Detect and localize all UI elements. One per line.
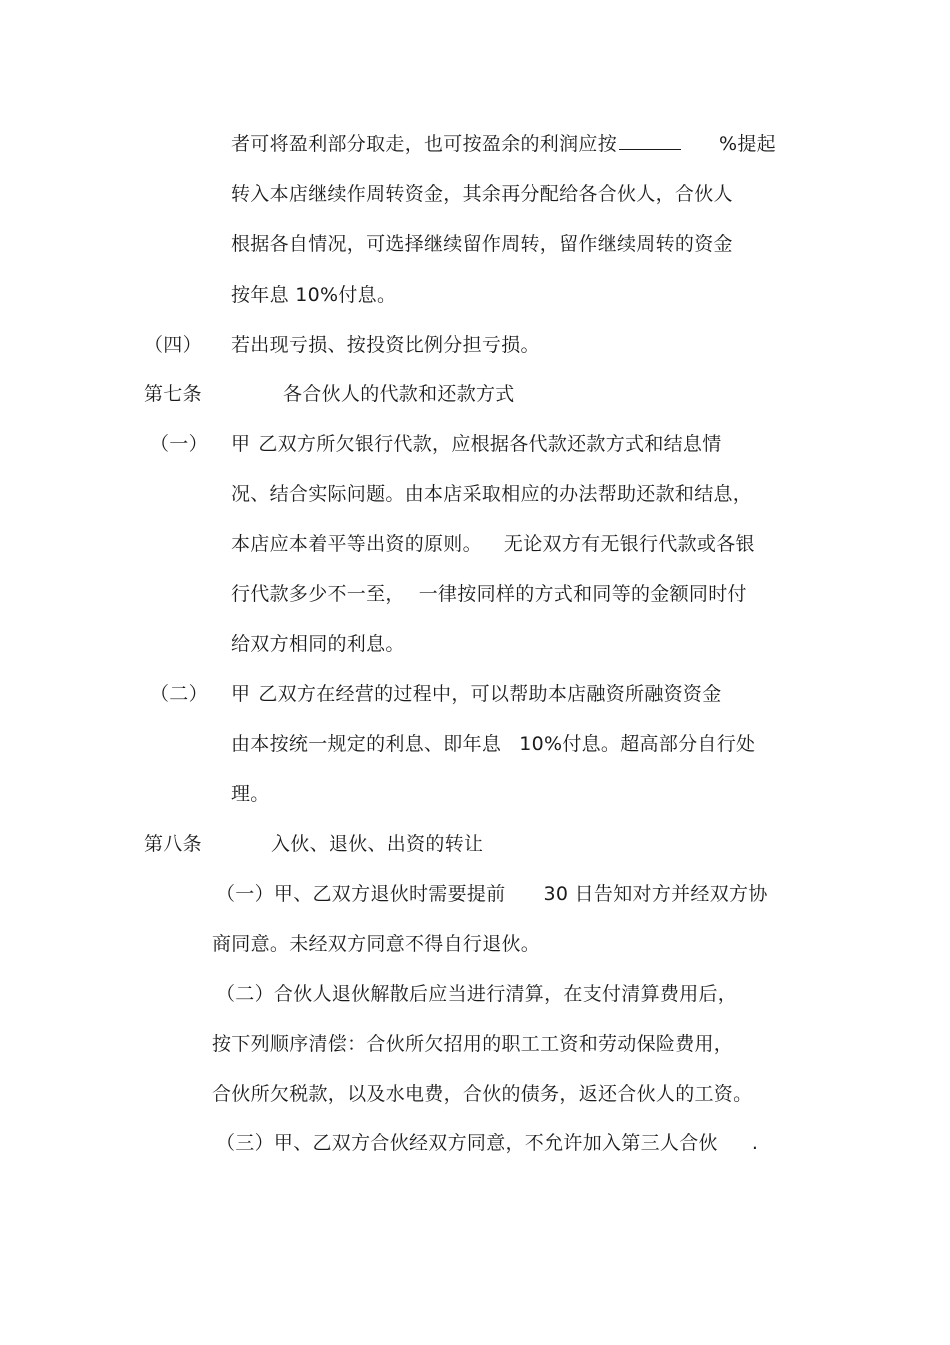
text: 10%付息。超高部分自行处 bbox=[519, 733, 756, 755]
article-number bbox=[144, 832, 202, 856]
article-8-number: 第八条 bbox=[144, 833, 202, 855]
paragraph-line bbox=[231, 732, 755, 756]
item-number: （一） bbox=[150, 433, 208, 455]
paragraph-line bbox=[231, 182, 733, 206]
article-title bbox=[271, 832, 483, 856]
text: 甲 bbox=[231, 433, 251, 455]
fill-in-blank bbox=[619, 133, 681, 150]
paragraph-line bbox=[216, 882, 768, 906]
text: 商同意。未经双方同意不得自行退伙。 bbox=[212, 933, 541, 955]
text: 按下列顺序清偿：合伙所欠招用的职工工资和劳动保险费用， bbox=[212, 1033, 734, 1055]
text: 乙双方在经营的过程中，可以帮助本店融资所融资资金 bbox=[258, 683, 722, 705]
paragraph-line bbox=[212, 1032, 733, 1056]
paragraph-line bbox=[231, 532, 755, 556]
text: %提起 bbox=[719, 133, 776, 155]
text: . bbox=[751, 1132, 759, 1154]
text: 由本按统一规定的利息、即年息 bbox=[231, 733, 502, 755]
text: 给双方相同的利息。 bbox=[231, 633, 405, 655]
text: 30 日告知对方并经双方协 bbox=[543, 883, 768, 905]
item-number: （二） bbox=[150, 683, 208, 705]
paragraph-line bbox=[231, 132, 776, 156]
text: 根据各自情况，可选择继续留作周转，留作继续周转的资金 bbox=[231, 233, 733, 255]
list-item-number bbox=[150, 432, 208, 456]
paragraph-line bbox=[231, 682, 722, 706]
article-number bbox=[144, 382, 202, 406]
article-7-number: 第七条 bbox=[144, 383, 202, 405]
list-item-number bbox=[144, 333, 202, 357]
text: （三）甲、乙双方合伙经双方同意，不允许加入第三人合伙 bbox=[216, 1132, 718, 1154]
text: 一律按同样的方式和同等的金额同时付 bbox=[418, 583, 747, 605]
text: 理。 bbox=[231, 783, 270, 805]
text: 乙双方所欠银行代款，应根据各代款还款方式和结息情 bbox=[258, 433, 722, 455]
text: 转入本店继续作周转资金，其余再分配给各合伙人，合伙人 bbox=[231, 183, 733, 205]
paragraph-line bbox=[231, 482, 752, 506]
text: 合伙所欠税款，以及水电费，合伙的债务，返还合伙人的工资。 bbox=[212, 1083, 753, 1105]
article-8-title: 入伙、退伙、出资的转让 bbox=[271, 833, 484, 855]
text: （一）甲、乙双方退伙时需要提前 bbox=[216, 883, 506, 905]
paragraph-line bbox=[212, 1082, 752, 1106]
paragraph-line bbox=[231, 432, 722, 456]
text: 行代款多少不一至， bbox=[231, 583, 405, 605]
paragraph-line bbox=[216, 982, 737, 1006]
text: 若出现亏损、按投资比例分担亏损。 bbox=[231, 334, 540, 356]
text: （二）合伙人退伙解散后应当进行清算，在支付清算费用后， bbox=[216, 983, 738, 1005]
paragraph-line bbox=[231, 283, 396, 307]
list-item-number bbox=[150, 682, 208, 706]
text: 无论双方有无银行代款或各银 bbox=[503, 533, 755, 555]
paragraph-line bbox=[231, 632, 405, 656]
text: 本店应本着平等出资的原则。 bbox=[231, 533, 482, 555]
text: 况、结合实际问题。由本店采取相应的办法帮助还款和结息， bbox=[231, 483, 753, 505]
article-title bbox=[283, 382, 515, 406]
text: 甲 bbox=[231, 683, 251, 705]
item-number: （四） bbox=[144, 334, 202, 356]
paragraph-line bbox=[231, 582, 747, 606]
paragraph-line bbox=[231, 782, 270, 806]
paragraph-line bbox=[231, 232, 733, 256]
paragraph-line bbox=[216, 1131, 758, 1155]
text: 者可将盈利部分取走，也可按盈余的利润应按 bbox=[231, 133, 618, 155]
paragraph-line bbox=[212, 932, 540, 956]
paragraph-line bbox=[231, 333, 540, 357]
text: 按年息 10%付息。 bbox=[231, 284, 397, 306]
article-7-title: 各合伙人的代款和还款方式 bbox=[283, 383, 515, 405]
